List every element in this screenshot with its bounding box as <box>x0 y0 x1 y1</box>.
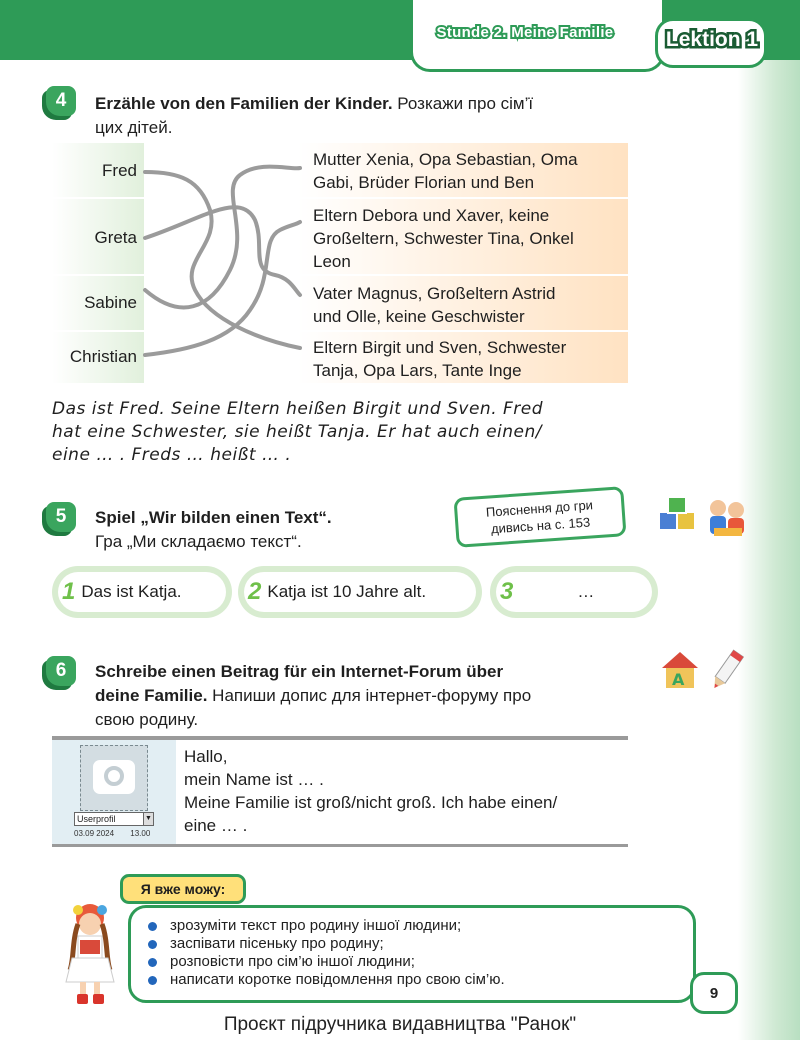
dropdown-arrow-icon[interactable]: ▼ <box>143 813 153 825</box>
can-do-item-2: заспівати пісеньку про родину; <box>170 935 384 952</box>
task4-title-de: Erzähle von den Familien der Kinder. <box>95 94 393 113</box>
description-line: Großeltern, Schwester Tina, Onkel <box>313 229 574 248</box>
forum-divider-bottom <box>52 844 628 847</box>
footer-text: Проєкт підручника видавництва "Ранок" <box>223 1014 577 1035</box>
blocks-icon <box>657 496 699 538</box>
bullet <box>148 922 157 931</box>
description-line: Mutter Xenia, Opa Sebastian, Oma <box>313 150 578 169</box>
name-fred: Fred <box>102 161 137 180</box>
task6-title-line3: свою родину. <box>95 710 199 729</box>
row-divider <box>52 274 144 276</box>
description-line: Leon <box>313 252 351 271</box>
description-3 <box>313 282 625 328</box>
task-number-6: 6 <box>46 656 76 686</box>
step-number: 3 <box>500 578 514 605</box>
pencil-icon <box>705 646 749 694</box>
post-line: eine … . <box>184 816 248 835</box>
step-number: 2 <box>248 578 262 605</box>
forum-post-text <box>184 745 624 837</box>
task4-title <box>95 92 635 116</box>
description-line: und Olle, keine Geschwister <box>313 307 525 326</box>
step-text: Katja ist 10 Jahre alt. <box>267 582 427 601</box>
description-line: Eltern Birgit und Sven, Schwester <box>313 338 567 357</box>
task-number-4: 4 <box>46 86 76 116</box>
lektion-label: Lektion 1 <box>665 28 759 51</box>
note-line: Пояснення до гри <box>485 497 594 520</box>
line-christian <box>145 222 300 355</box>
example-text <box>52 398 642 467</box>
post-line: mein Name ist … . <box>184 770 324 789</box>
step-3 <box>496 572 652 612</box>
post-date: 03.09 2024 <box>74 829 115 838</box>
description-2 <box>313 204 625 273</box>
name-christian: Christian <box>69 347 137 366</box>
girl-illustration <box>50 900 130 1010</box>
step-2 <box>244 572 476 612</box>
bullet <box>148 976 157 985</box>
description-line: Gabi, Brüder Florian und Ben <box>313 173 535 192</box>
step-number: 1 <box>62 578 76 605</box>
line-sabine <box>145 167 300 308</box>
can-do-item-1: зрозуміти текст про родину іншої людини; <box>170 917 462 934</box>
step-text: … <box>577 582 595 601</box>
bullet <box>148 940 157 949</box>
row-divider <box>52 197 144 199</box>
example-line: eine … . Freds … heißt … . <box>52 445 292 465</box>
post-line: Hallo, <box>184 747 228 766</box>
house-letter-icon <box>658 648 702 692</box>
description-4 <box>313 336 625 382</box>
description-line: Tanja, Opa Lars, Tante Inge <box>313 361 522 380</box>
example-line: hat eine Schwester, sie heißt Tanja. Er hat auch einen/ <box>52 422 543 442</box>
step-text: Das ist Katja. <box>81 582 182 601</box>
note-line: дивись на с. 153 <box>490 514 591 537</box>
task-number-5: 5 <box>46 502 76 532</box>
userprofil-dropdown[interactable]: Userprofil <box>74 812 154 826</box>
can-do-item-4: написати коротке повідомлення про свою сім’ю. <box>170 971 505 988</box>
can-do-item-3: розповісти про сім’ю іншої людини; <box>170 953 415 970</box>
camera-lens <box>104 766 124 786</box>
connecting-lines <box>140 150 305 365</box>
children-playing-icon <box>704 494 750 540</box>
task6-title-line1: Schreibe einen Beitrag für ein Internet-Forum über <box>95 662 504 681</box>
bullet <box>148 958 157 967</box>
can-do-tag: Я вже можу: <box>120 874 246 904</box>
description-line: Eltern Debora und Xaver, keine <box>313 206 550 225</box>
task5-subtitle: Гра „Ми складаємо текст“. <box>95 532 302 551</box>
row-divider <box>52 330 144 332</box>
post-datetime <box>74 829 164 838</box>
task4-title-ua: Розкажи про сім’ї <box>392 94 534 113</box>
example-line: Das ist Fred. Seine Eltern heißen Birgit und Sven. Fred <box>52 399 544 419</box>
step-1 <box>58 572 226 612</box>
post-line: Meine Familie ist groß/nicht groß. Ich habe einen/ <box>184 793 558 812</box>
line-fred <box>145 172 300 348</box>
task6-title-ua: Напиши допис для інтернет-форуму про <box>207 686 532 705</box>
name-greta: Greta <box>94 228 137 247</box>
lesson-title: Stunde 2. Meine Familie <box>436 24 614 41</box>
description-line: Vater Magnus, Großeltern Astrid <box>313 284 556 303</box>
side-bar <box>738 60 800 1040</box>
task6-title-bold: deine Familie. <box>95 686 208 705</box>
post-time: 13.00 <box>130 829 151 838</box>
svg-text:A: A <box>672 670 685 689</box>
description-1 <box>313 148 625 194</box>
task6-title-line2 <box>95 684 635 708</box>
page-number: 9 <box>690 972 738 1014</box>
task5-title: Spiel „Wir bilden einen Text“. <box>95 508 332 527</box>
name-sabine: Sabine <box>84 293 137 312</box>
task4-title-line2: цих дітей. <box>95 118 173 137</box>
game-note <box>453 486 626 548</box>
